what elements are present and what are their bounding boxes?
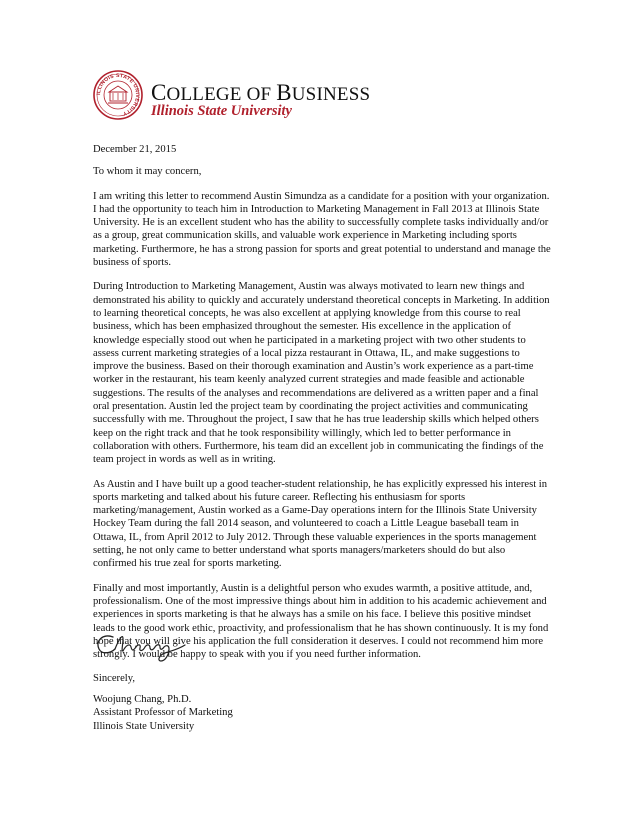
signer-title: Assistant Professor of Marketing	[93, 707, 233, 719]
closing: Sincerely,	[93, 673, 135, 685]
letterhead	[93, 70, 413, 124]
university-name: Illinois State University	[151, 103, 292, 119]
college-initial-b: B	[276, 80, 292, 105]
college-rest-2: USINESS	[291, 84, 371, 105]
letter-body	[93, 143, 551, 686]
handwritten-signature	[93, 625, 203, 665]
paragraph-4: Finally and most importantly, Austin is a delightful person who exudes warmth, a positive attitude, and, professionalism. One of the most impressive things about him in addition to his academic achievement and experiences in sports marketing is that he always has a smile on his face. I believe this positive mindset leads to the good work ethic, proactivity, and professionalism that he has shown continuously. It is my fond hope that you will give his application the full consideration it deserves. I could not recommend him more strongly. I would be happy to speak with you if you need further information.	[93, 582, 549, 661]
college-name	[151, 80, 371, 105]
letter-date: December 21, 2015	[93, 144, 177, 155]
seal-text: ILLINOIS STATE UNIVERSITY	[95, 72, 141, 117]
salutation: To whom it may concern,	[93, 166, 202, 178]
signature-block	[93, 693, 233, 733]
paragraph-1: I am writing this letter to recommend Austin Simundza as a candidate for a position with your organization. I had the opportunity to teach him in Introduction to Marketing Management in Fall 2013 at Illinois State University. He is an excellent student who has the ability to successfully complete tasks individually and/or as a group, great communication skills, and valuable work experience in Marketing including sports marketing. Furthermore, he has a strong passion for sports and great potential to understand and manage the business of sports.	[93, 190, 551, 269]
signer-name: Woojung Chang, Ph.D.	[93, 694, 192, 705]
college-rest-1: OLLEGE OF	[166, 84, 277, 105]
signer-institution: Illinois State University	[93, 720, 195, 732]
paragraph-3: As Austin and I have built up a good teacher-student relationship, he has explicitly expressed his interest in sports marketing and talked about his future career. Reflecting his enthusiasm for sports marketing/management, Austin worked as a Game-Day operations intern for the Illinois State University Hockey Team during the fall 2014 season, and volunteered to coach a Little League baseball team in Ottawa, IL, from April 2012 to July 2012. Through these valuable experiences in the sports management setting, he not only came to better understand what sports managers/marketers should do but also confirmed his true zeal for sports marketing.	[93, 478, 548, 570]
college-initial-c: C	[151, 80, 167, 105]
university-seal-icon	[93, 70, 143, 120]
paragraph-2: During Introduction to Marketing Management, Austin was always motivated to learn new things and demonstrated his ability to quickly and accurately understand theoretical concepts in Marketing. In addition to learning theoretical concepts, he was also excellent at applying knowledge from this course to real business, which has been emphasized throughout the semester. His excellence in the application of knowledge especially stood out when he participated in a marketing project with two other students to assess current marketing strategies of a local pizza restaurant in Ottawa, IL, and make suggestions to improve the business. Based on their thorough examination and Austin’s work experience as a part-time worker in the restaurant, his team keenly analyzed current strategies and made feasible and actionable suggestions. The results of the analyses and recommendations are delivered as a written paper and a final oral presentation. Austin led the project team by coordinating the project activities and communicating successfully with me. Throughout the project, I saw that he has true leadership skills which helped others keep on the right track and that he took responsibility willingly, which led to better performance in collaboration with others. Furthermore, his team did an excellent job in communicating the findings of the team project in words as well as in writing.	[93, 281, 550, 466]
